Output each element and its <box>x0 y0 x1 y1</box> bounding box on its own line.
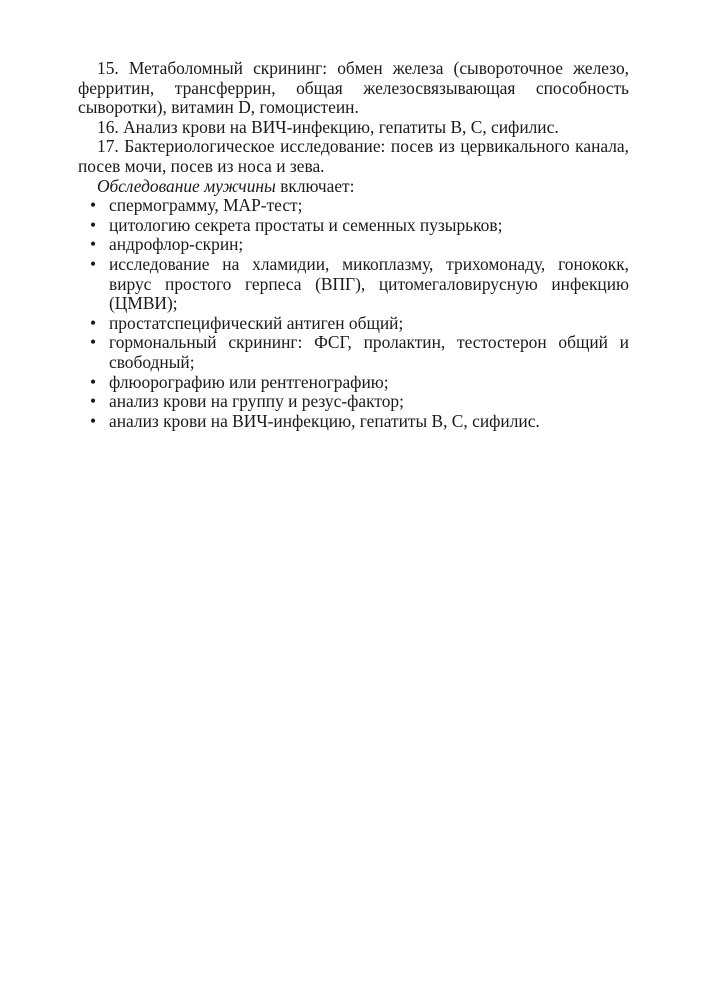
bullet-icon: • <box>90 312 97 333</box>
men-exam-list <box>78 196 629 431</box>
list-item-text: простатспецифический антиген общий; <box>109 312 404 333</box>
bullet-icon: • <box>90 195 97 216</box>
list-item <box>78 392 629 412</box>
item-16-blood-infection-tests: 16. Анализ крови на ВИЧ-инфекцию, гепатиты В, С, сифилис. <box>97 116 559 137</box>
list-item <box>78 235 629 255</box>
bullet-icon: • <box>90 410 97 431</box>
item-17-bacteriological-tests: 17. Бактериологическое исследование: посев из цервикального канала, посев мочи, посев из носа и зева. <box>78 136 629 176</box>
list-item-text: андрофлор-скрин; <box>109 234 244 255</box>
list-item <box>78 373 629 393</box>
list-item-text: анализ крови на группу и резус-фактор; <box>109 391 404 412</box>
men-exam-heading-rest: включает: <box>275 175 355 196</box>
list-item-text: спермограмму, MAP-тест; <box>109 195 303 216</box>
list-item <box>78 333 629 372</box>
list-item-text: цитологию секрета простаты и семенных пузырьков; <box>109 214 503 235</box>
document-page <box>78 59 629 431</box>
bullet-icon: • <box>90 214 97 235</box>
list-item <box>78 196 629 216</box>
bullet-icon: • <box>90 391 97 412</box>
list-item-text: анализ крови на ВИЧ-инфекцию, гепатиты В, С, сифилис. <box>109 410 540 431</box>
list-item <box>78 314 629 334</box>
men-exam-heading <box>78 177 629 197</box>
list-item-text: флюорографию или рентгенографию; <box>109 371 389 392</box>
list-item-text: исследование на хламидии, микоплазму, трихомонаду, гонококк, вирус простого герпеса (ВПГ), цитомегаловирусную инфекцию (ЦМВИ); <box>109 253 629 314</box>
list-item <box>78 216 629 236</box>
bullet-icon: • <box>90 332 97 353</box>
item-15-metabolomic-screening: 15. Метаболомный скрининг: обмен железа (сывороточное железо, ферритин, трансферрин, общая железосвязывающая способность сыворотки), витамин D, гомоцистеин. <box>78 58 629 118</box>
bullet-icon: • <box>90 253 97 274</box>
list-item <box>78 255 629 314</box>
bullet-icon: • <box>90 234 97 255</box>
bullet-icon: • <box>90 371 97 392</box>
list-item-text: гормональный скрининг: ФСГ, пролактин, тестостерон общий и свободный; <box>109 332 629 372</box>
men-exam-heading-italic: Обследование мужчины <box>97 175 276 196</box>
list-item <box>78 412 629 432</box>
